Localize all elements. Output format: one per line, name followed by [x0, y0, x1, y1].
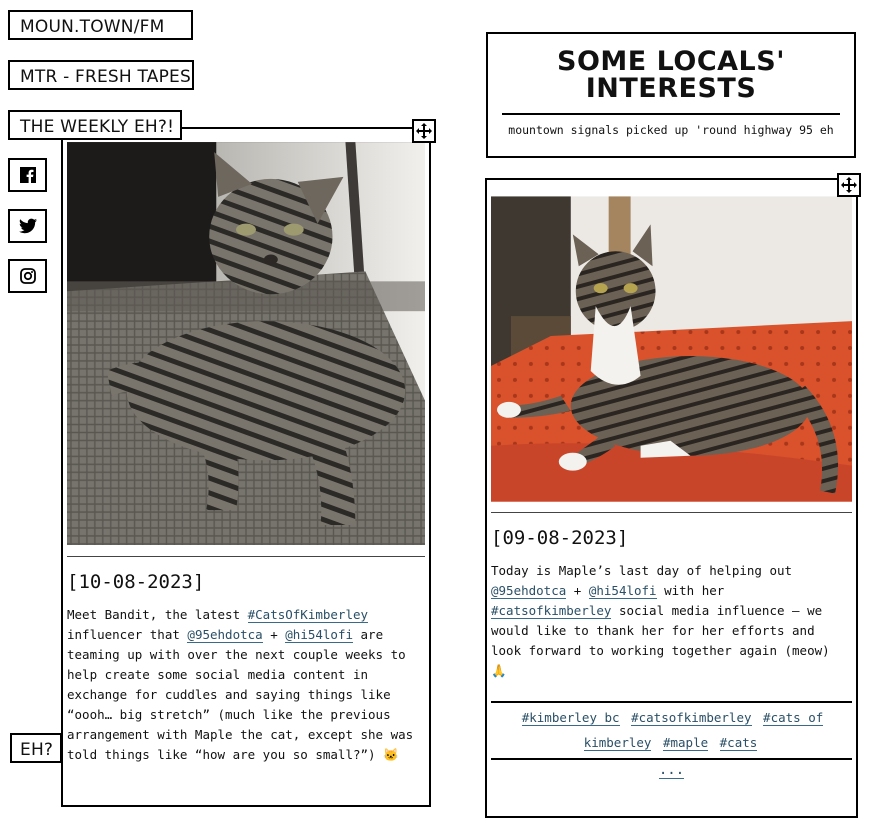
tag-link[interactable]: #cats of kimberley: [583, 710, 824, 750]
facebook-link[interactable]: [8, 158, 47, 192]
bandit-cat-photo: [67, 141, 425, 546]
move-handle-icon[interactable]: [412, 119, 436, 143]
mention-link-95ehdotca[interactable]: @95ehdotca: [187, 627, 263, 642]
nav-weekly-eh-link[interactable]: THE WEEKLY EH?!: [8, 110, 182, 140]
card-divider: [491, 512, 852, 513]
page-subtitle: mountown signals picked up 'round highway 95 eh: [508, 123, 834, 137]
mention-link-95ehdotca[interactable]: @95ehdotca: [491, 583, 567, 598]
nav-fresh-tapes-link[interactable]: MTR - FRESH TAPES: [8, 60, 194, 90]
post-card-bandit: [61, 127, 431, 807]
title-divider: [502, 113, 840, 115]
more-link[interactable]: ...: [658, 762, 685, 778]
page-header: [486, 32, 856, 158]
instagram-link[interactable]: [8, 259, 47, 293]
post-text: Meet Bandit, the latest #CatsOfKimberley influencer that @95ehdotca + @hi54lofi are teaming up with over the next couple weeks to help create some social media content in exchange for cuddles and saying things like “oooh… big stretch” (much like the previous arrangement with Maple the cat, except she was told things like “how are you so small?”) 🐱: [67, 607, 414, 762]
post-text: Today is Maple’s last day of helping out @95ehdotca + @hi54lofi with her #catsofkimberley social media influence – we would like to thank her for her efforts and look forward to working together again (meow) 🙏: [491, 563, 830, 678]
tag-list: [491, 701, 852, 760]
tag-link[interactable]: #cats: [719, 735, 758, 750]
post-date: [09-08-2023]: [491, 527, 629, 549]
twitter-link[interactable]: [8, 209, 47, 243]
nav-site-link[interactable]: MOUN.TOWN/FM: [8, 10, 193, 40]
mention-link-hi54lofi[interactable]: @hi54lofi: [588, 583, 657, 598]
eh-button[interactable]: EH?: [10, 733, 62, 763]
card-divider: [67, 556, 425, 557]
hashtag-link[interactable]: #catsofkimberley: [491, 603, 612, 618]
mention-link-hi54lofi[interactable]: @hi54lofi: [285, 627, 353, 642]
instagram-icon: [20, 268, 36, 284]
tag-link[interactable]: #maple: [662, 735, 709, 750]
tag-link[interactable]: #catsofkimberley: [631, 710, 752, 725]
post-card-maple: [485, 178, 858, 818]
hashtag-link[interactable]: #CatsOfKimberley: [247, 607, 369, 622]
facebook-icon: [20, 167, 36, 183]
twitter-icon: [19, 218, 37, 234]
tag-link[interactable]: #kimberley bc: [521, 710, 620, 725]
page-title: SOME LOCALS' INTERESTS: [557, 46, 785, 104]
move-handle-icon[interactable]: [837, 173, 861, 197]
maple-cat-photo: [491, 196, 852, 502]
post-date: [10-08-2023]: [67, 571, 205, 593]
